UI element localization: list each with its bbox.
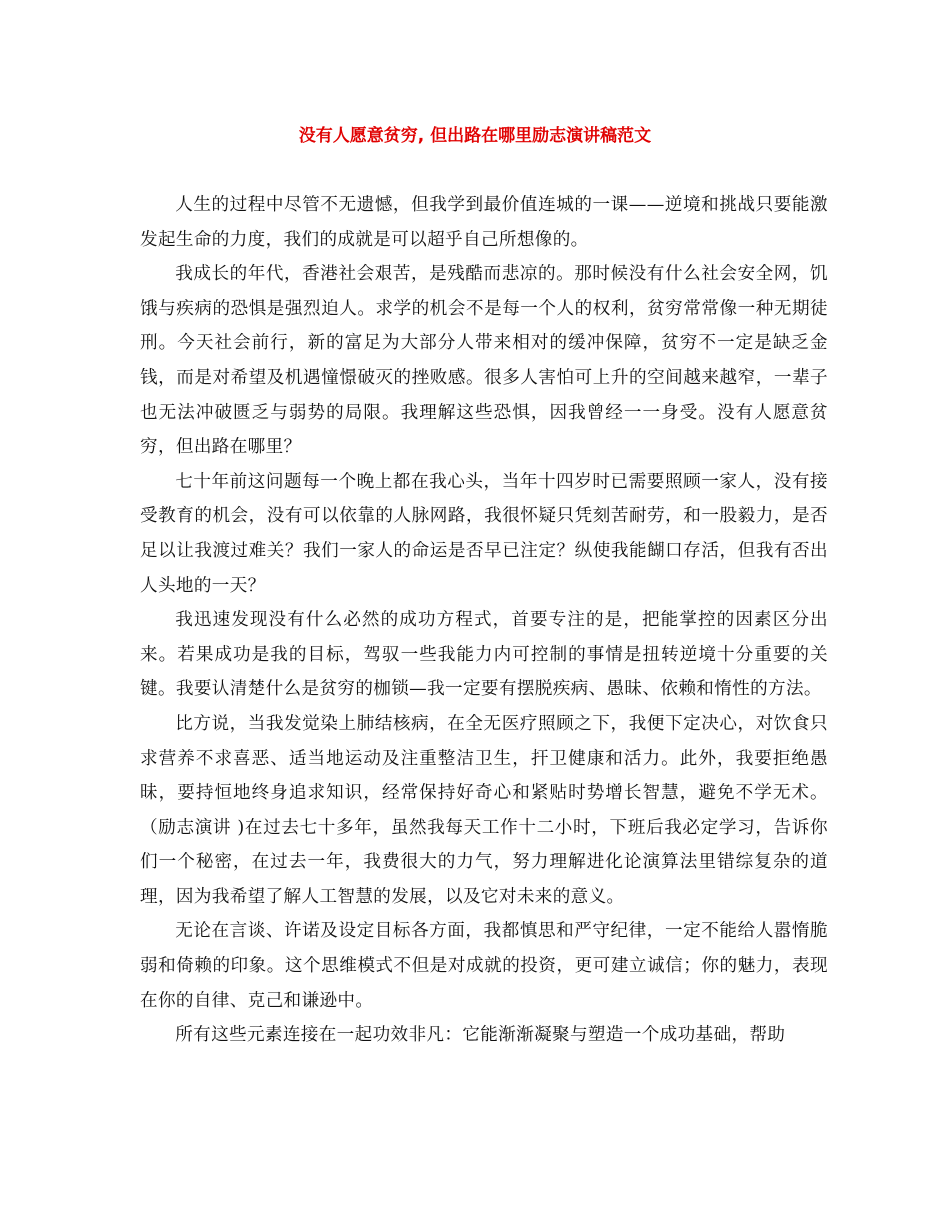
paragraph: 我迅速发现没有什么必然的成功方程式，首要专注的是，把能掌控的因素区分出来。若果成功是我的目标，驾驭一些我能力内可控制的事情是扭转逆境十分重要的关键。我要认清楚什么是贫穷的枷锁—我一定要有摆脱疾病、愚昧、依赖和惰性的方法。 bbox=[140, 610, 828, 700]
paragraph: 我成长的年代，香港社会艰苦，是残酷而悲凉的。那时候没有什么社会安全网，饥饿与疾病的恐惧是强烈迫人。求学的机会不是每一个人的权利，贫穷常常像一种无期徒刑。今天社会前行，新的富足为大部分人带来相对的缓冲保障，贫穷不一定是缺乏金钱，而是对希望及机遇憧憬破灭的挫败感。很多人害怕可上升的空间越来越窄，一辈子也无法冲破匮乏与弱势的局限。我理解这些恐惧，因我曾经一一身受。没有人愿意贫穷，但出路在哪里？ bbox=[140, 264, 828, 458]
document-title: 没有人愿意贫穷, 但出路在哪里励志演讲稿范文 bbox=[298, 126, 652, 146]
paragraph: 七十年前这问题每一个晚上都在我心头，当年十四岁时已需要照顾一家人，没有接受教育的机会，没有可以依靠的人脉网路，我很怀疑只凭刻苦耐劳，和一股毅力，是否足以让我渡过难关？我们一家人的命运是否早已注定？纵使我能餬口存活，但我有否出人头地的一天？ bbox=[140, 471, 828, 596]
paragraph: 所有这些元素连接在一起功效非凡：它能渐渐凝聚与塑造一个成功基础，帮助 bbox=[175, 1025, 786, 1046]
document-body bbox=[140, 188, 828, 1053]
paragraph: 人生的过程中尽管不无遗憾，但我学到最价值连城的一课——逆境和挑战只要能激发起生命的力度，我们的成就是可以超乎自己所想像的。 bbox=[140, 195, 828, 250]
paragraph: 无论在言谈、许诺及设定目标各方面，我都慎思和严守纪律，一定不能给人嚣惰脆弱和倚赖的印象。这个思维模式不但是对成就的投资，更可建立诚信；你的魅力，表现在你的自律、克己和谦逊中。 bbox=[140, 921, 828, 1011]
paragraph: 比方说，当我发觉染上肺结核病，在全无医疗照顾之下，我便下定决心，对饮食只求营养不求喜恶、适当地运动及注重整洁卫生，扞卫健康和活力。此外，我要拒绝愚昧，要持恒地终身追求知识，经常保持好奇心和紧贴时势增长智慧，避免不学无术。（励志演讲 )在过去七十多年，虽然我每天工作十二小时，下班后我必定学习，告诉你们一个秘密，在过去一年，我费很大的力气，努力理解进化论演算法里错综复杂的道理，因为我希望了解人工智慧的发展，以及它对未来的意义。 bbox=[140, 713, 828, 907]
